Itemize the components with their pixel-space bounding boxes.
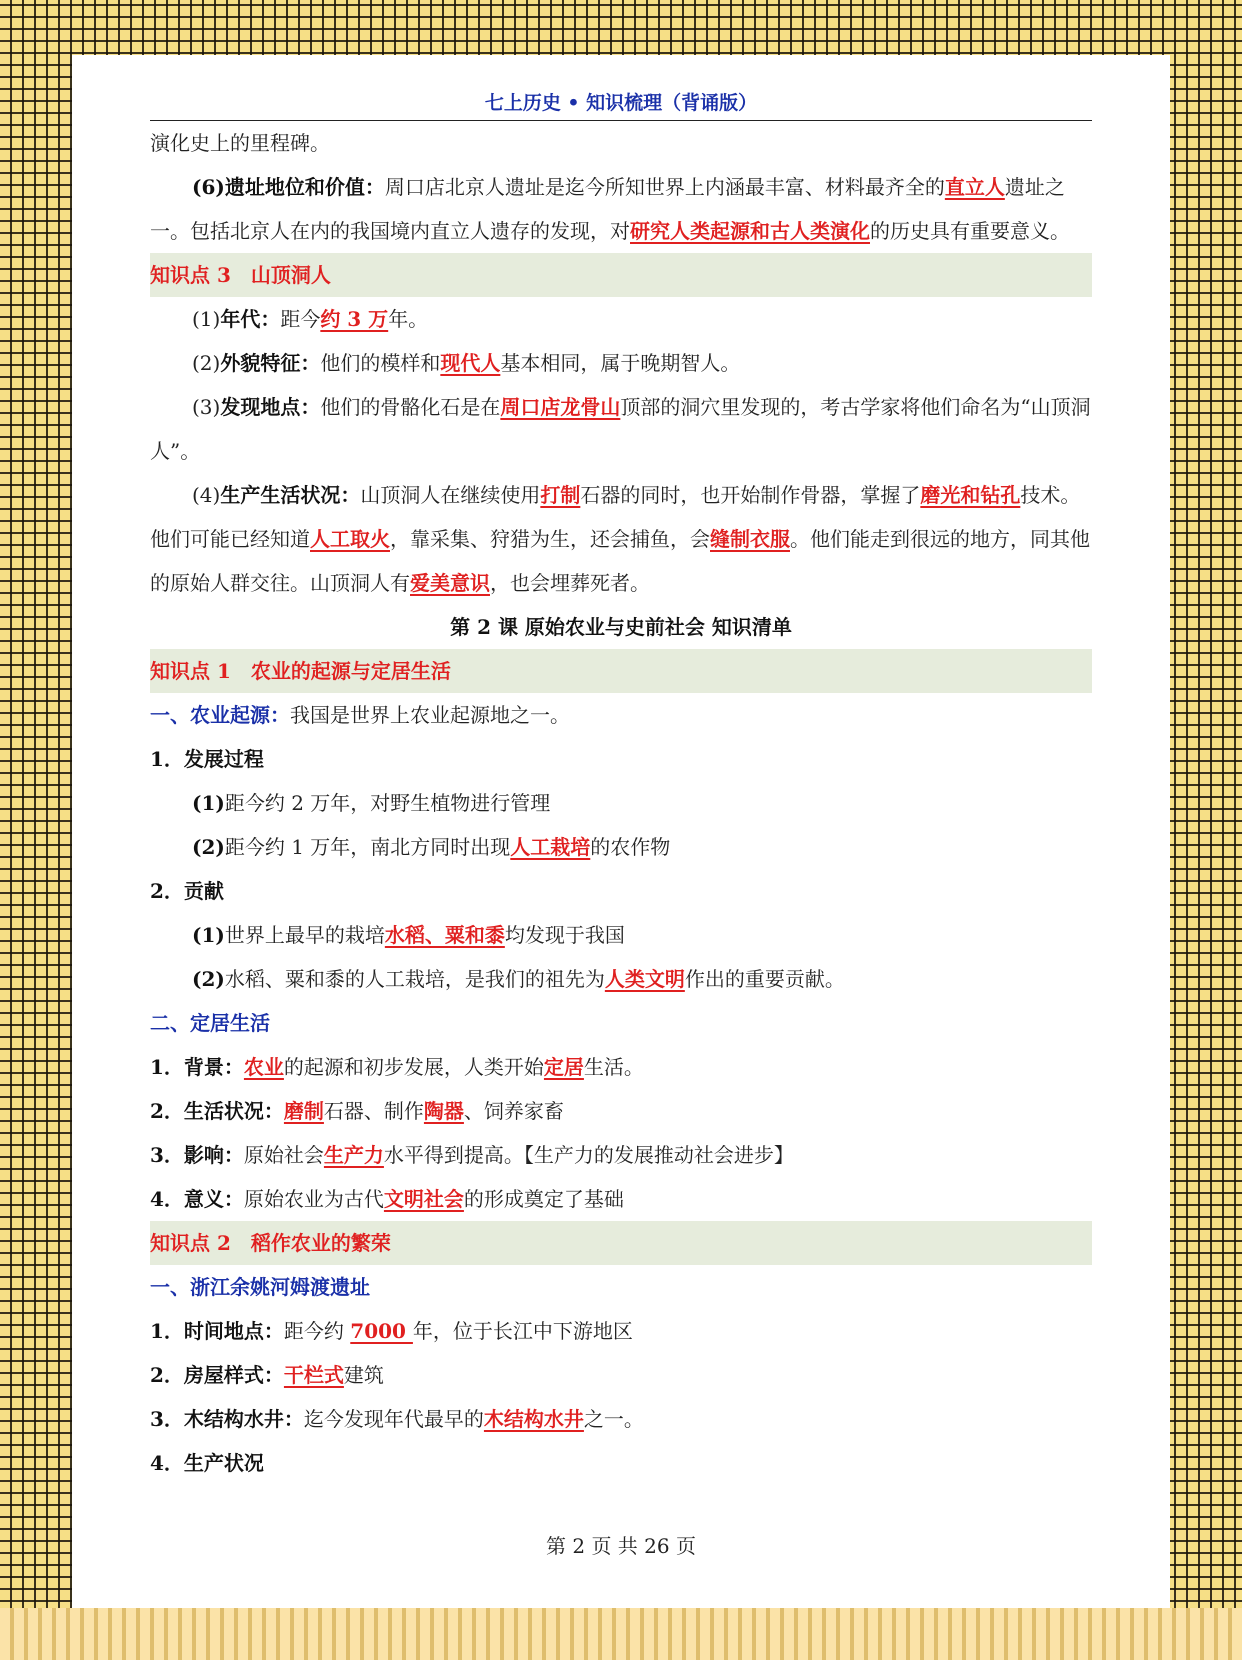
bottom-pattern-band [0, 1608, 1242, 1660]
knowledge-point-1-heading: 知识点 1 农业的起源与定居生活 [150, 649, 1092, 693]
keyword: 打制 [540, 483, 581, 507]
hemudu-house: 2．房屋样式：干栏式建筑 [150, 1363, 384, 1387]
keyword: 人类文明 [604, 967, 685, 991]
kp3-item-appearance: (2)外貌特征：他们的模样和现代人基本相同，属于晚期智人。 [192, 351, 741, 375]
settled-significance: 4．意义：原始农业为古代文明社会的形成奠定了基础 [150, 1187, 624, 1211]
keyword: 木结构水井 [483, 1407, 584, 1431]
hemudu-well: 3．木结构水井：迄今发现年代最早的木结构水井之一。 [150, 1407, 644, 1431]
keyword: 生产力 [323, 1143, 384, 1167]
settled-influence: 3．影响：原始社会生产力水平得到提高。【生产力的发展推动社会进步】 [150, 1143, 794, 1167]
document-page [72, 55, 1170, 1608]
keyword: 现代人 [440, 351, 501, 375]
development-item-2: (2)距今约 1 万年，南北方同时出现人工栽培的农作物 [192, 835, 671, 859]
keyword: 爱美意识 [410, 571, 490, 595]
kp3-item-location: (3)发现地点：他们的骨骼化石是在周口店龙骨山顶部的洞穴里发现的，考古学家将他们命名为“山顶洞人”。 [150, 395, 1091, 463]
keyword: 农业 [243, 1055, 284, 1079]
keyword: 定居 [543, 1055, 584, 1079]
keyword: 磨光和钻 [920, 483, 1001, 507]
keyword: 干栏式 [283, 1363, 344, 1387]
knowledge-point-3-heading: 知识点 3 山顶洞人 [150, 253, 1092, 297]
keyword: 人工栽培 [510, 835, 591, 859]
keyword: 缝制衣服 [710, 527, 790, 551]
page-footer [72, 1530, 1170, 1559]
keyword: 直立人 [944, 175, 1005, 199]
settled-life-heading: 二、定居生活 [150, 1011, 270, 1035]
hemudu-time: 1．时间地点：距今约 7000 年，位于长江中下游地区 [150, 1319, 633, 1343]
keyword: 周口店龙骨山 [500, 395, 621, 419]
hemudu-heading: 一、浙江余姚河姆渡遗址 [150, 1275, 370, 1299]
hemudu-production: 4．生产状况 [150, 1451, 264, 1475]
kp3-item-age: (1)年代：距今约 3 万年。 [192, 307, 429, 331]
keyword: 磨制 [283, 1099, 324, 1123]
development-item-1: (1)距今约 2 万年，对野生植物进行管理 [192, 791, 551, 815]
contribution-item-2: (2)水稻、粟和黍的人工栽培，是我们的祖先为人类文明作出的重要贡献。 [192, 967, 845, 991]
contribution-item-1: (1)世界上最早的栽培水稻、粟和黍均发现于我国 [192, 923, 625, 947]
keyword: 水稻、粟和黍 [384, 923, 505, 947]
page-number: 第 2 页 共 26 页 [546, 1534, 696, 1558]
keyword: 人工取火 [310, 527, 390, 551]
keyword: 文明社会 [383, 1187, 464, 1211]
keyword: 孔 [1000, 483, 1021, 507]
agriculture-origin: 一、农业起源：我国是世界上农业起源地之一。 [150, 703, 570, 727]
header-title: 七上历史 • 知识梳理（背诵版） [484, 92, 758, 114]
paragraph-continuation: 演化史上的里程碑。 [150, 131, 330, 155]
keyword: 陶器 [423, 1099, 464, 1123]
page-header [150, 85, 1092, 121]
settled-living: 2．生活状况：磨制石器、制作陶器、饲养家畜 [150, 1099, 564, 1123]
lesson-2-title: 第 2 课 原始农业与史前社会 知识清单 [450, 615, 792, 639]
keyword: 研究人类起源和古人类演化 [630, 219, 870, 243]
contribution-heading: 2．贡献 [150, 879, 224, 903]
keyword: 约 3 万 [320, 307, 389, 331]
paragraph-site-value: (6)遗址地位和价值：周口店北京人遗址是迄今所知世界上内涵最丰富、材料最齐全的直立人遗址之一。包括北京人在内的我国境内直立人遗存的发现，对研究人类起源和古人类演化的历史具有重要意义。 [150, 175, 1070, 243]
kp3-item-life: (4)生产生活状况：山顶洞人在继续使用打制石器的同时，也开始制作骨器，掌握了磨光和钻孔技术。他们可能已经知道人工取火，靠采集、狩猎为生，还会捕鱼，会缝制衣服。他们能走到很远的地方，同其他的原始人群交往。山顶洞人有爱美意识，也会埋葬死者。 [150, 483, 1090, 595]
development-heading: 1．发展过程 [150, 747, 264, 771]
knowledge-point-2-heading: 知识点 2 稻作农业的繁荣 [150, 1221, 1092, 1265]
settled-background: 1．背景：农业的起源和初步发展，人类开始定居生活。 [150, 1055, 644, 1079]
keyword: 7000 [350, 1319, 413, 1343]
page-content [150, 85, 1092, 1485]
